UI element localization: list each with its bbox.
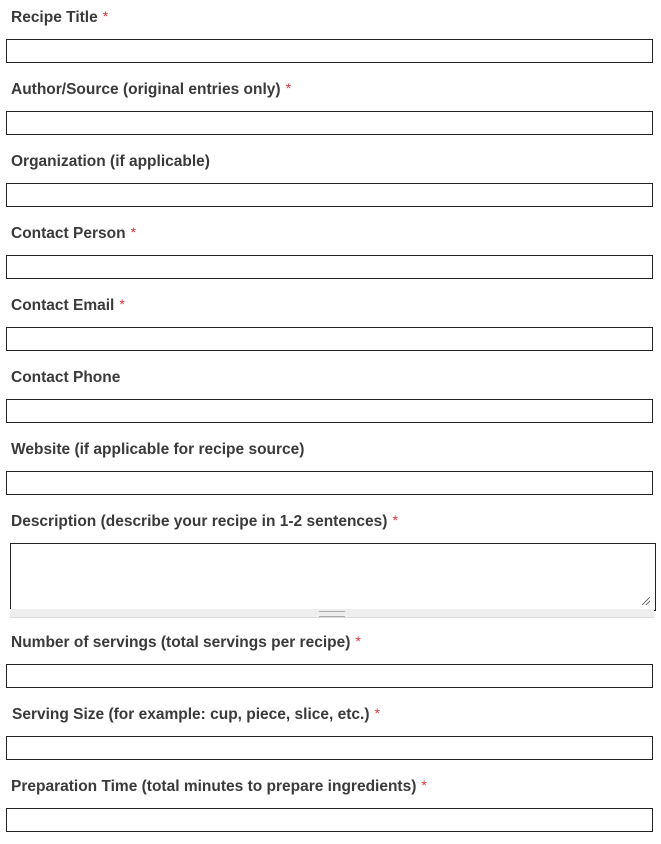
recipe-title-label (11, 9, 108, 27)
required-asterisk: * (421, 777, 427, 793)
label-text: Author/Source (original entries only) (11, 81, 281, 98)
required-asterisk: * (130, 224, 137, 240)
required-asterisk: * (374, 705, 380, 721)
required-asterisk: * (102, 8, 109, 24)
website-label (11, 441, 304, 459)
label-text: Recipe Title (11, 9, 98, 26)
description-label (11, 513, 398, 531)
contact-person-input[interactable] (6, 255, 653, 279)
number-of-servings-label (11, 634, 361, 652)
label-text: Organization (if applicable) (11, 153, 210, 170)
required-asterisk: * (285, 80, 292, 96)
label-text: Serving Size (for example: cup, piece, slice, etc.) (12, 706, 370, 723)
label-text: Contact Phone (11, 369, 121, 386)
label-text: Contact Person (11, 225, 126, 242)
contact-person-label (11, 225, 136, 243)
label-text: Website (if applicable for recipe source) (11, 441, 305, 458)
organization-input[interactable] (6, 183, 653, 207)
organization-label (11, 153, 210, 171)
recipe-title-input[interactable] (6, 39, 653, 63)
label-text: Number of servings (total servings per recipe) (11, 634, 351, 651)
contact-email-label (11, 297, 125, 315)
preparation-time-input[interactable] (6, 808, 653, 832)
required-asterisk: * (355, 633, 361, 649)
label-text: Description (describe your recipe in 1-2 sentences) (11, 513, 388, 530)
contact-phone-label (11, 369, 120, 387)
website-input[interactable] (6, 471, 653, 495)
serving-size-label (12, 706, 380, 724)
contact-phone-input[interactable] (6, 399, 653, 423)
textarea-resize-grip[interactable] (10, 609, 654, 618)
label-text: Preparation Time (total minutes to prepare ingredients) (11, 778, 417, 795)
label-text: Contact Email (11, 297, 115, 314)
author-source-input[interactable] (6, 111, 653, 135)
serving-size-input[interactable] (6, 736, 653, 760)
author-source-label (11, 81, 291, 99)
grip-lines-icon (319, 611, 345, 617)
required-asterisk: * (392, 512, 398, 528)
description-textarea[interactable] (10, 543, 656, 611)
number-of-servings-input[interactable] (6, 664, 653, 688)
required-asterisk: * (119, 296, 125, 312)
preparation-time-label (11, 778, 427, 796)
resize-corner-icon[interactable] (642, 597, 650, 605)
contact-email-input[interactable] (6, 327, 653, 351)
